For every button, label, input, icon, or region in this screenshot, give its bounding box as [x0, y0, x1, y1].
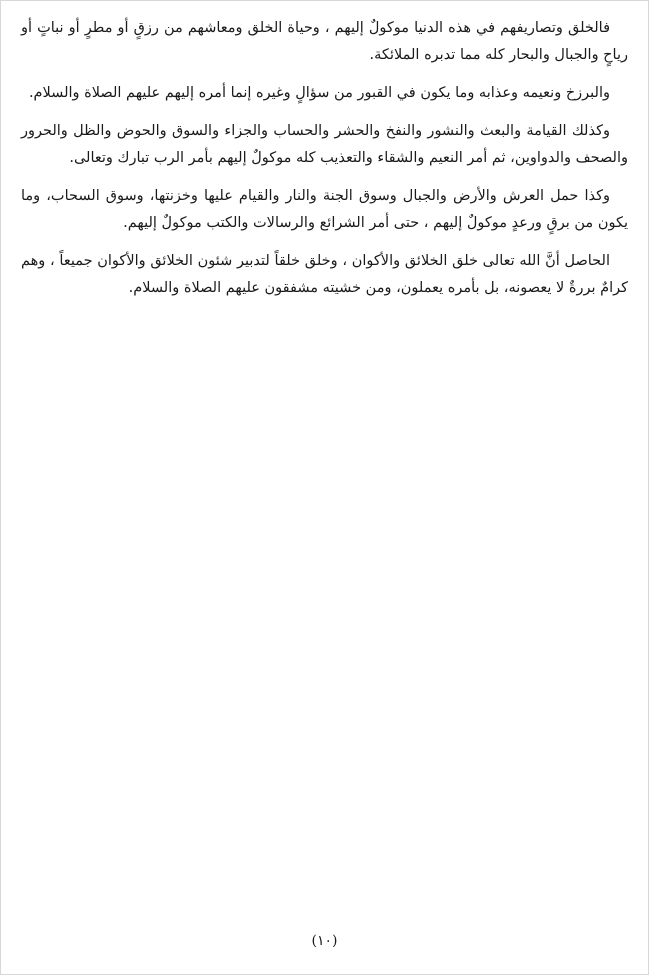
paragraph-4: وكذا حمل العرش والأرض والجبال وسوق الجنة والنار والقيام عليها وخزنتها، وسوق السحاب، وما يكون من برقٍ ورعدٍ موكولٌ إليهم ، حتى أمر الشرائع والرسالات والكتب موكولٌ إليهم. — [21, 188, 628, 231]
paragraph-1: فالخلق وتصاريفهم في هذه الدنيا موكولٌ إليهم ، وحياة الخلق ومعاشهم من رزقٍ أو مطرٍ أو نباتٍ أو رياحٍ والجبال والبحار كله مما تدبره الملائكة. — [21, 20, 628, 63]
paragraph-2: والبرزخ ونعيمه وعذابه وما يكون في القبور من سؤالٍ وغيره إنما أمره إليهم عليهم الصلاة والسلام. — [28, 85, 610, 101]
paragraph-3: وكذلك القيامة والبعث والنشور والنفخ والحشر والحساب والجزاء والسوق والحوض والظل والحرور والصحف والدواوين، ثم أمر النعيم والشقاء والتعذيب كله موكولٌ إليهم بأمر الرب تبارك وتعالى. — [21, 123, 628, 166]
page-number: (١٠) — [311, 933, 338, 949]
document-body — [21, 15, 628, 313]
paragraph-5: الحاصل أنَّ الله تعالى خلق الخلائق والأكوان ، وخلق خلقاً لتدبير شئون الخلائق والأكوان جميعاً ، وهم كرامٌ بررةٌ لا يعصونه، بل بأمره يعملون، ومن خشيته مشفقون عليهم الصلاة والسلام. — [21, 253, 628, 296]
